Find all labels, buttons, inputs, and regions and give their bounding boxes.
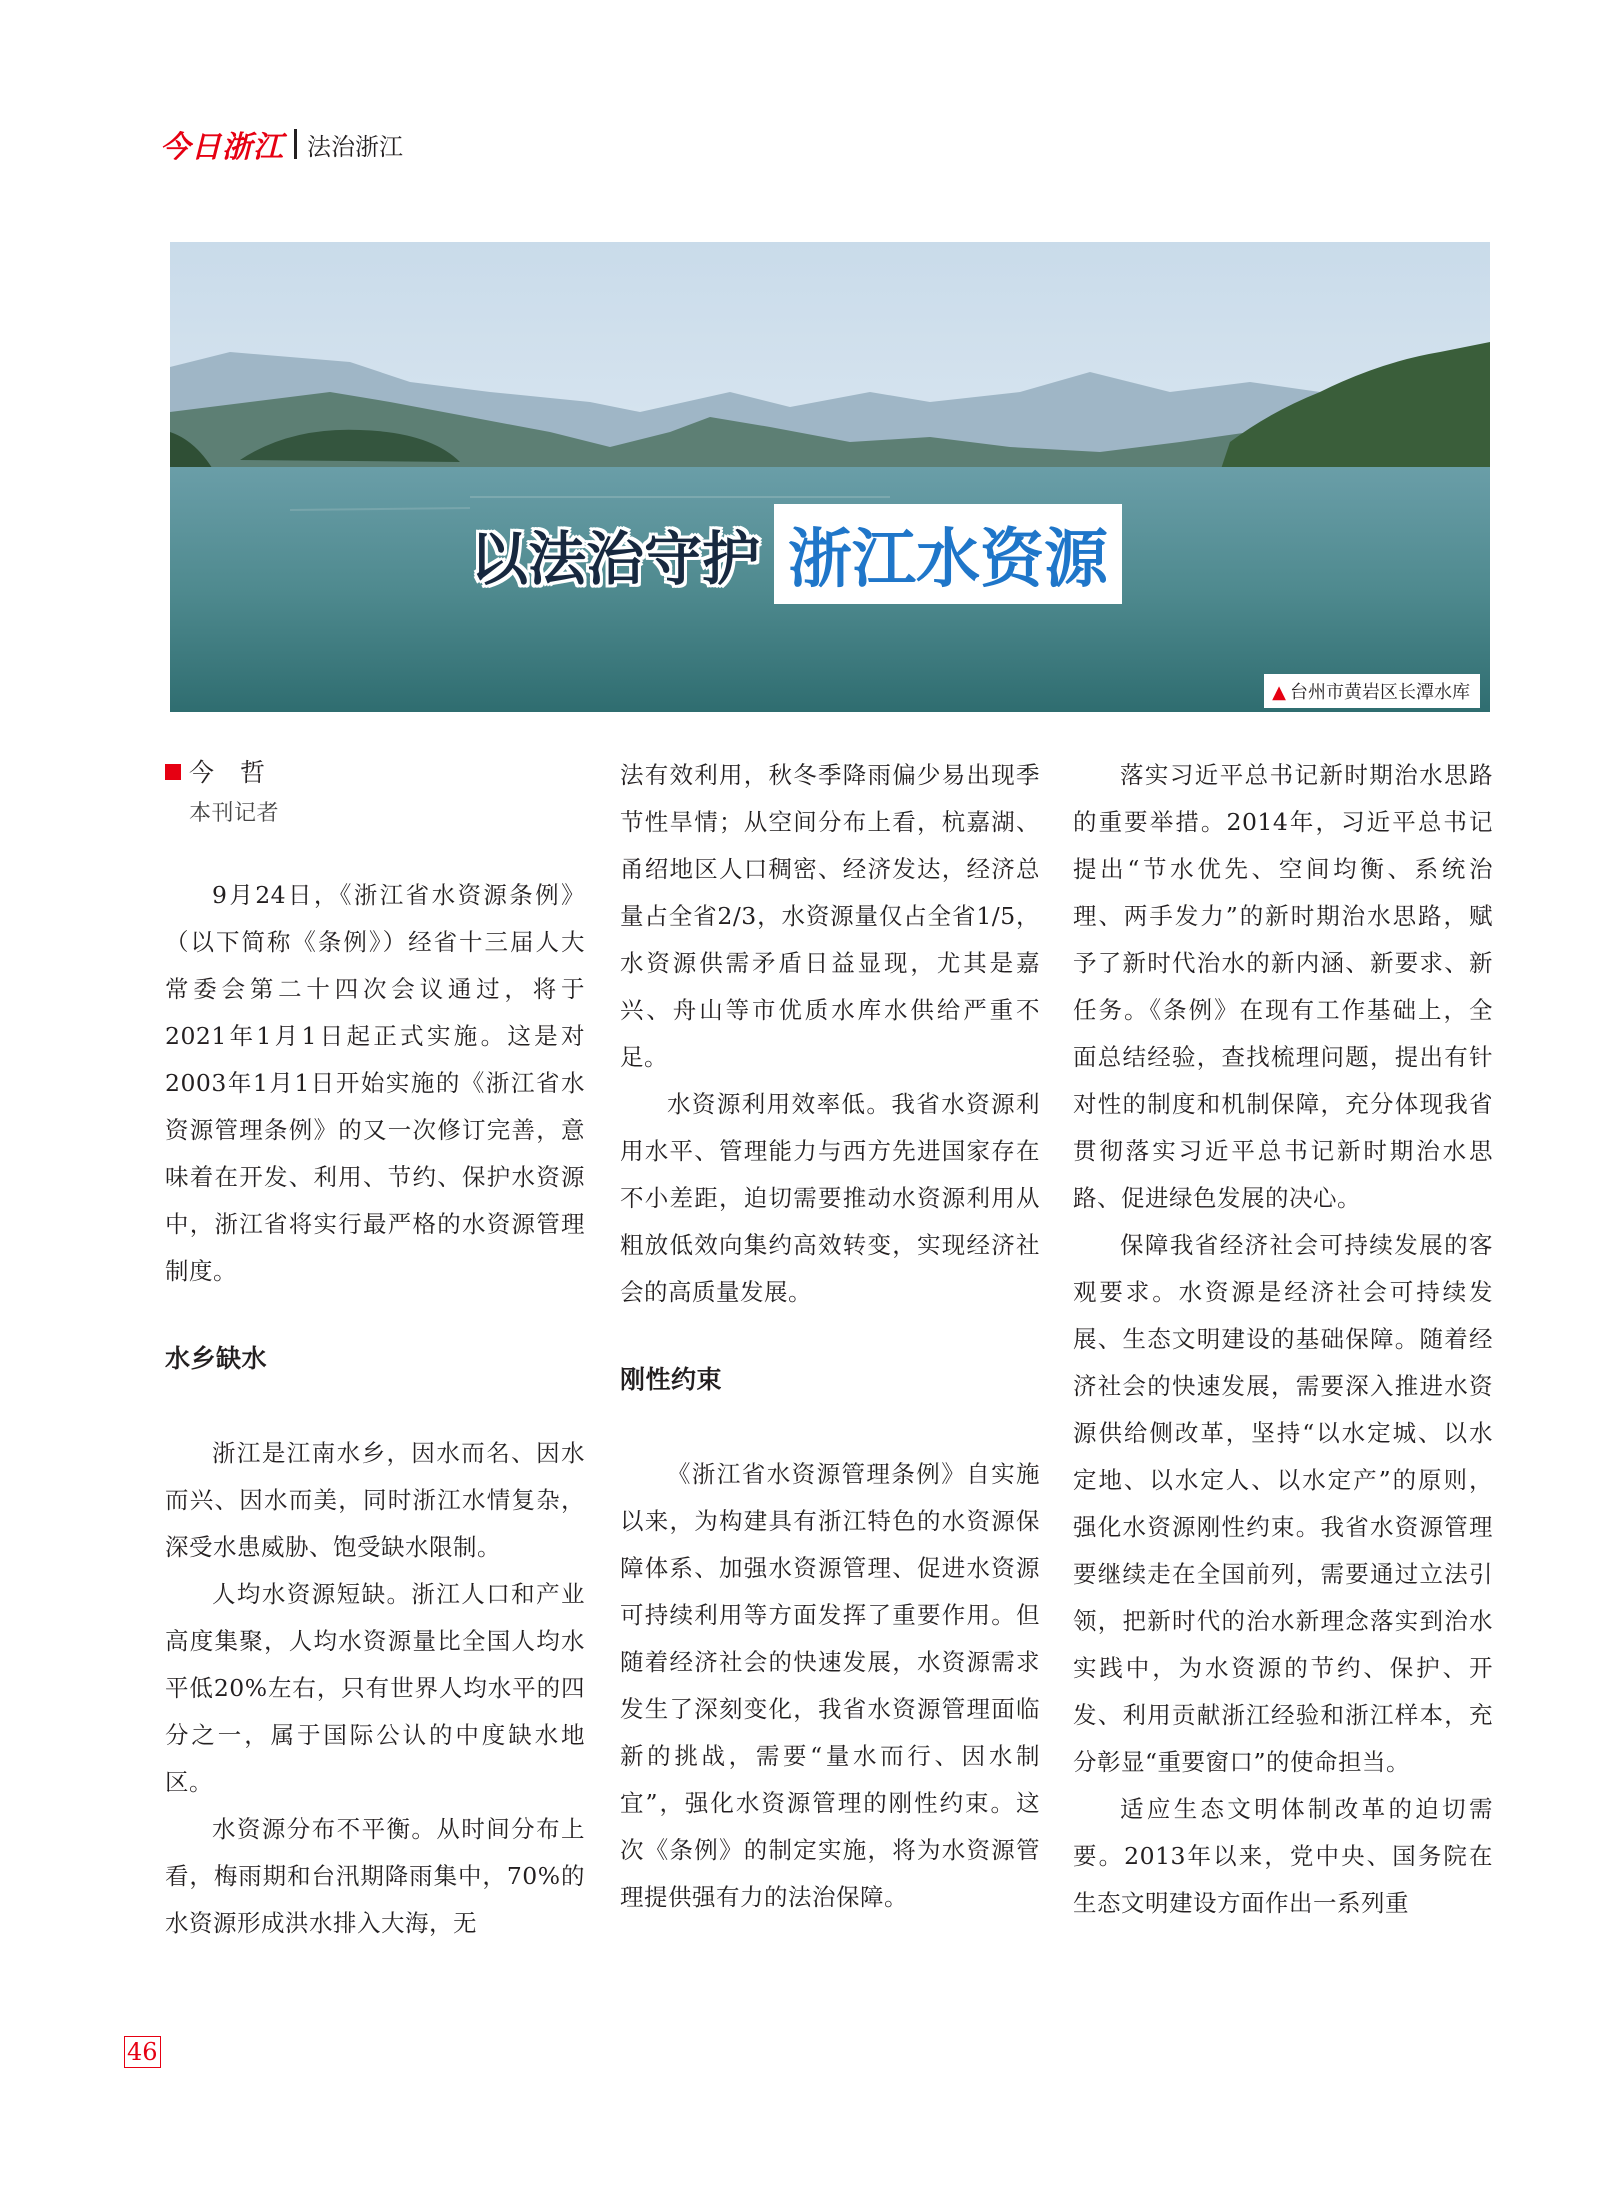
triangle-icon: ▲ xyxy=(1272,682,1286,703)
paragraph: 适应生态文明体制改革的迫切需要。2013年以来，党中央、国务院在生态文明建设方面作出一系列重 xyxy=(1073,1795,1493,1917)
column-2 xyxy=(620,752,1040,1921)
title-part-two: 浙江水资源 xyxy=(774,504,1122,604)
page-header xyxy=(160,122,403,166)
red-square-icon xyxy=(165,764,181,780)
title-part-one: 以法治守护 xyxy=(470,525,761,593)
paragraph: 落实习近平总书记新时期治水思路的重要举措。2014年，习近平总书记提出“节水优先、空间均衡、系统治理、两手发力”的新时期治水思路，赋予了新时代治水的新内涵、新要求、新任务。《条例》在现有工作基础上，全面总结经验，查找梳理问题，提出有针对性的制度和机制保障，充分体现我省贯彻落实习近平总书记新时期治水思路、促进绿色发展的决心。 xyxy=(1073,761,1493,1212)
paragraph: 水资源利用效率低。我省水资源利用水平、管理能力与西方先进国家存在不小差距，迫切需要推动水资源利用从粗放低效向集约高效转变，实现经济社会的高质量发展。 xyxy=(620,1090,1040,1306)
header-divider xyxy=(294,129,297,159)
photo-caption xyxy=(1264,674,1480,708)
page-number: 46 xyxy=(124,2036,161,2068)
paragraph: 保障我省经济社会可持续发展的客观要求。水资源是经济社会可持续发展、生态文明建设的基础保障。随着经济社会的快速发展，需要深入推进水资源供给侧改革，坚持“以水定城、以水定地、以水定人、以水定产”的原则，强化水资源刚性约束。我省水资源管理要继续走在全国前列，需要通过立法引领，把新时代的治水新理念落实到治水实践中，为水资源的节约、保护、开发、利用贡献浙江经验和浙江样本，充分彰显“重要窗口”的使命担当。 xyxy=(1073,1231,1493,1776)
paragraph: 9月24日，《浙江省水资源条例》（以下简称《条例》）经省十三届人大常委会第二十四次会议通过，将于2021年1月1日起正式实施。这是对2003年1月1日开始实施的《浙江省水资源管理条例》的又一次修订完善，意味着在开发、利用、节约、保护水资源中，浙江省将实行最严格的水资源管理制度。 xyxy=(165,881,585,1285)
paragraph: 法有效利用，秋冬季降雨偏少易出现季节性旱情；从空间分布上看，杭嘉湖、甬绍地区人口稠密、经济发达，经济总量占全省2/3，水资源量仅占全省1/5，水资源供需矛盾日益显现，尤其是嘉兴、舟山等市优质水库水供给严重不足。 xyxy=(620,761,1040,1071)
caption-text: 台州市黄岩区长潭水库 xyxy=(1290,682,1470,703)
column-1 xyxy=(165,752,585,1947)
column-3 xyxy=(1073,752,1493,1927)
magazine-logo: 今日浙江 xyxy=(160,130,284,165)
paragraph: 浙江是江南水乡，因水而名、因水而兴、因水而美，同时浙江水情复杂，深受水患威胁、饱受缺水限制。 xyxy=(165,1439,585,1561)
subheading: 水乡缺水 xyxy=(165,1344,268,1373)
section-name: 法治浙江 xyxy=(307,132,403,161)
paragraph: 《浙江省水资源管理条例》自实施以来，为构建具有浙江特色的水资源保障体系、加强水资源管理、促进水资源可持续利用等方面发挥了重要作用。但随着经济社会的快速发展，水资源需求发生了深刻变化，我省水资源管理面临新的挑战，需要“量水而行、因水制宜”，强化水资源管理的刚性约束。这次《条例》的制定实施，将为水资源管理提供强有力的法治保障。 xyxy=(620,1460,1040,1911)
reservoir-photo xyxy=(170,242,1490,712)
article-title xyxy=(470,510,1122,598)
paragraph: 人均水资源短缺。浙江人口和产业高度集聚，人均水资源量比全国人均水平低20%左右，只有世界人均水平的四分之一，属于国际公认的中度缺水地区。 xyxy=(165,1580,585,1796)
author-role: 本刊记者 xyxy=(189,801,280,826)
subheading: 刚性约束 xyxy=(620,1365,723,1394)
author-line xyxy=(165,752,585,794)
paragraph: 水资源分布不平衡。从时间分布上看，梅雨期和台汛期降雨集中，70%的水资源形成洪水排入大海，无 xyxy=(165,1815,585,1937)
author-name: 今 哲 xyxy=(189,758,266,787)
